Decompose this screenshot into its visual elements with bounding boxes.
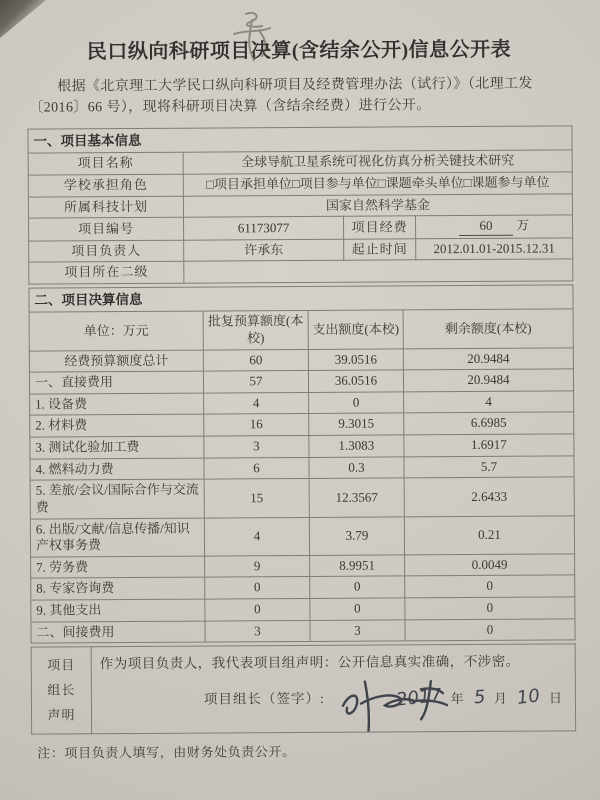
declaration-label-line: 项目	[47, 657, 76, 673]
row-label: 2. 材料费	[30, 414, 204, 437]
project-number-label: 项目编号	[29, 217, 184, 241]
approved-cell: 57	[203, 371, 308, 393]
spent-cell: 3.79	[309, 516, 404, 555]
declaration-statement: 作为项目负责人，我代表项目组声明：公开信息真实准确，不涉密。	[99, 653, 520, 672]
row-label: 4. 燃料动力费	[30, 458, 204, 481]
secondary-unit-row	[29, 259, 573, 284]
approved-cell: 4	[204, 392, 309, 414]
spent-cell: 0	[310, 598, 405, 620]
project-name-label: 项目名称	[28, 152, 183, 175]
remaining-cell: 0.0049	[405, 554, 575, 577]
budget-unit: 万	[516, 217, 530, 233]
program-value: 国家自然科学基金	[183, 193, 572, 217]
leader-value: 许承东	[184, 239, 344, 262]
period-value: 2012.01.01-2015.12.31	[416, 238, 573, 261]
section-2-title: 二、项目决算信息	[29, 285, 573, 313]
leader-label: 项目负责人	[29, 240, 184, 263]
secondary-unit-label: 项目所在二级	[29, 262, 184, 285]
table-row-travel	[30, 477, 574, 519]
approved-cell: 6	[204, 457, 309, 479]
date-month: 5	[472, 686, 486, 709]
approved-cell: 60	[203, 349, 308, 371]
project-name-value: 全球导航卫星系统可视化仿真分析关键技术研究	[183, 150, 572, 174]
remaining-cell: 6.6985	[404, 412, 574, 435]
approved-cell: 3	[205, 620, 310, 642]
budget-amount: 60	[459, 218, 513, 236]
remaining-cell: 20.9484	[403, 369, 573, 392]
number-budget-row	[29, 215, 573, 241]
col-header-unit: 单位：万元	[29, 311, 203, 350]
budget-label: 项目经费	[344, 216, 416, 239]
row-label: 二、间接费用	[31, 621, 205, 644]
intro-paragraph: 根据《北京理工大学民口纵向科研项目及经费管理办法（试行）》（北理工发〔2016〕66 号），现将科研项目决算（含结余经费）进行公开。	[29, 76, 533, 116]
secondary-unit-value	[184, 259, 573, 283]
spent-cell: 9.3015	[309, 413, 404, 435]
handwritten-date	[396, 685, 567, 709]
signature-label: 项目组长（签字）:	[203, 690, 325, 707]
date-day: 10	[515, 685, 542, 710]
remaining-cell: 1.6917	[404, 434, 574, 457]
approved-cell: 0	[205, 577, 310, 599]
school-role-label: 学校承担角色	[28, 174, 183, 197]
remaining-cell: 20.9484	[403, 347, 573, 370]
basic-info-table	[27, 125, 573, 284]
remaining-cell: 0.21	[404, 515, 574, 554]
date-month-suffix: 月	[493, 690, 509, 706]
row-label: 1. 设备费	[30, 393, 204, 416]
spent-cell: 36.0516	[308, 370, 403, 392]
remaining-cell: 2.6433	[404, 477, 574, 516]
remaining-cell: 5.7	[404, 455, 574, 478]
row-label: 一、直接费用	[29, 371, 203, 394]
approved-cell: 9	[205, 555, 310, 577]
row-label: 6. 出版/文献/信息传播/知识产权事务费	[30, 518, 204, 557]
declaration-row	[31, 644, 576, 734]
spent-cell: 0	[309, 392, 404, 414]
col-header-approved: 批复预算额度(本校)	[203, 311, 308, 350]
col-header-spent: 支出额度(本校)	[308, 310, 403, 349]
signature-line	[100, 680, 567, 717]
section-1-header-row	[28, 126, 572, 154]
period-label: 起止时间	[344, 239, 416, 261]
section-2-header-row	[29, 285, 573, 313]
declaration-label-line: 组长	[47, 682, 76, 698]
section-1-title: 一、项目基本信息	[28, 126, 572, 154]
row-label: 9. 其他支出	[31, 599, 205, 622]
approved-cell: 16	[204, 414, 309, 436]
date-year: 2017	[394, 684, 443, 711]
row-label: 5. 差旅/会议/国际合作与交流费	[30, 479, 204, 518]
final-accounts-table	[28, 284, 575, 644]
school-role-options: □项目承担单位□项目参与单位□课题牵头单位□课题参与单位	[183, 172, 572, 196]
program-label: 所属科技计划	[28, 196, 183, 219]
spent-cell: 1.3083	[309, 435, 404, 457]
declaration-body-cell	[91, 644, 576, 734]
approved-cell: 4	[204, 517, 309, 556]
approved-cell: 15	[204, 479, 309, 518]
remaining-cell: 0	[405, 618, 575, 641]
remaining-cell: 4	[404, 391, 574, 414]
spent-cell: 39.0516	[308, 348, 403, 370]
declaration-label-cell	[31, 647, 92, 734]
project-number-value: 61173077	[184, 216, 344, 240]
spent-cell: 3	[310, 620, 405, 642]
spent-cell: 0.3	[309, 457, 404, 479]
date-year-suffix: 年	[450, 691, 465, 707]
spent-cell: 8.9951	[310, 555, 405, 577]
remaining-cell: 0	[405, 597, 575, 620]
row-label: 3. 测试化验加工费	[30, 436, 204, 459]
page-title: 民口纵向科研项目决算(含结余公开)信息公开表	[86, 38, 512, 64]
row-label: 经费预算额度总计	[29, 350, 203, 373]
declaration-table	[31, 644, 577, 735]
approved-cell: 0	[205, 598, 310, 620]
row-label: 8. 专家咨询费	[31, 577, 205, 600]
row-label: 7. 劳务费	[31, 556, 205, 579]
spent-cell: 0	[310, 576, 405, 598]
spent-cell: 12.3567	[309, 478, 404, 517]
table-row-indirect	[31, 618, 575, 643]
declaration-label-line: 声明	[47, 707, 76, 723]
budget-value-cell	[415, 215, 572, 239]
approved-cell: 3	[204, 435, 309, 457]
remaining-cell: 0	[405, 575, 575, 598]
footer-note: 注：项目负责人填写，由财务处负责公开。	[37, 744, 296, 761]
col-header-remaining: 剩余额度(本校)	[403, 309, 573, 348]
table-row-publication	[30, 515, 574, 557]
column-header-row	[29, 309, 573, 351]
date-day-suffix: 日	[548, 690, 563, 706]
